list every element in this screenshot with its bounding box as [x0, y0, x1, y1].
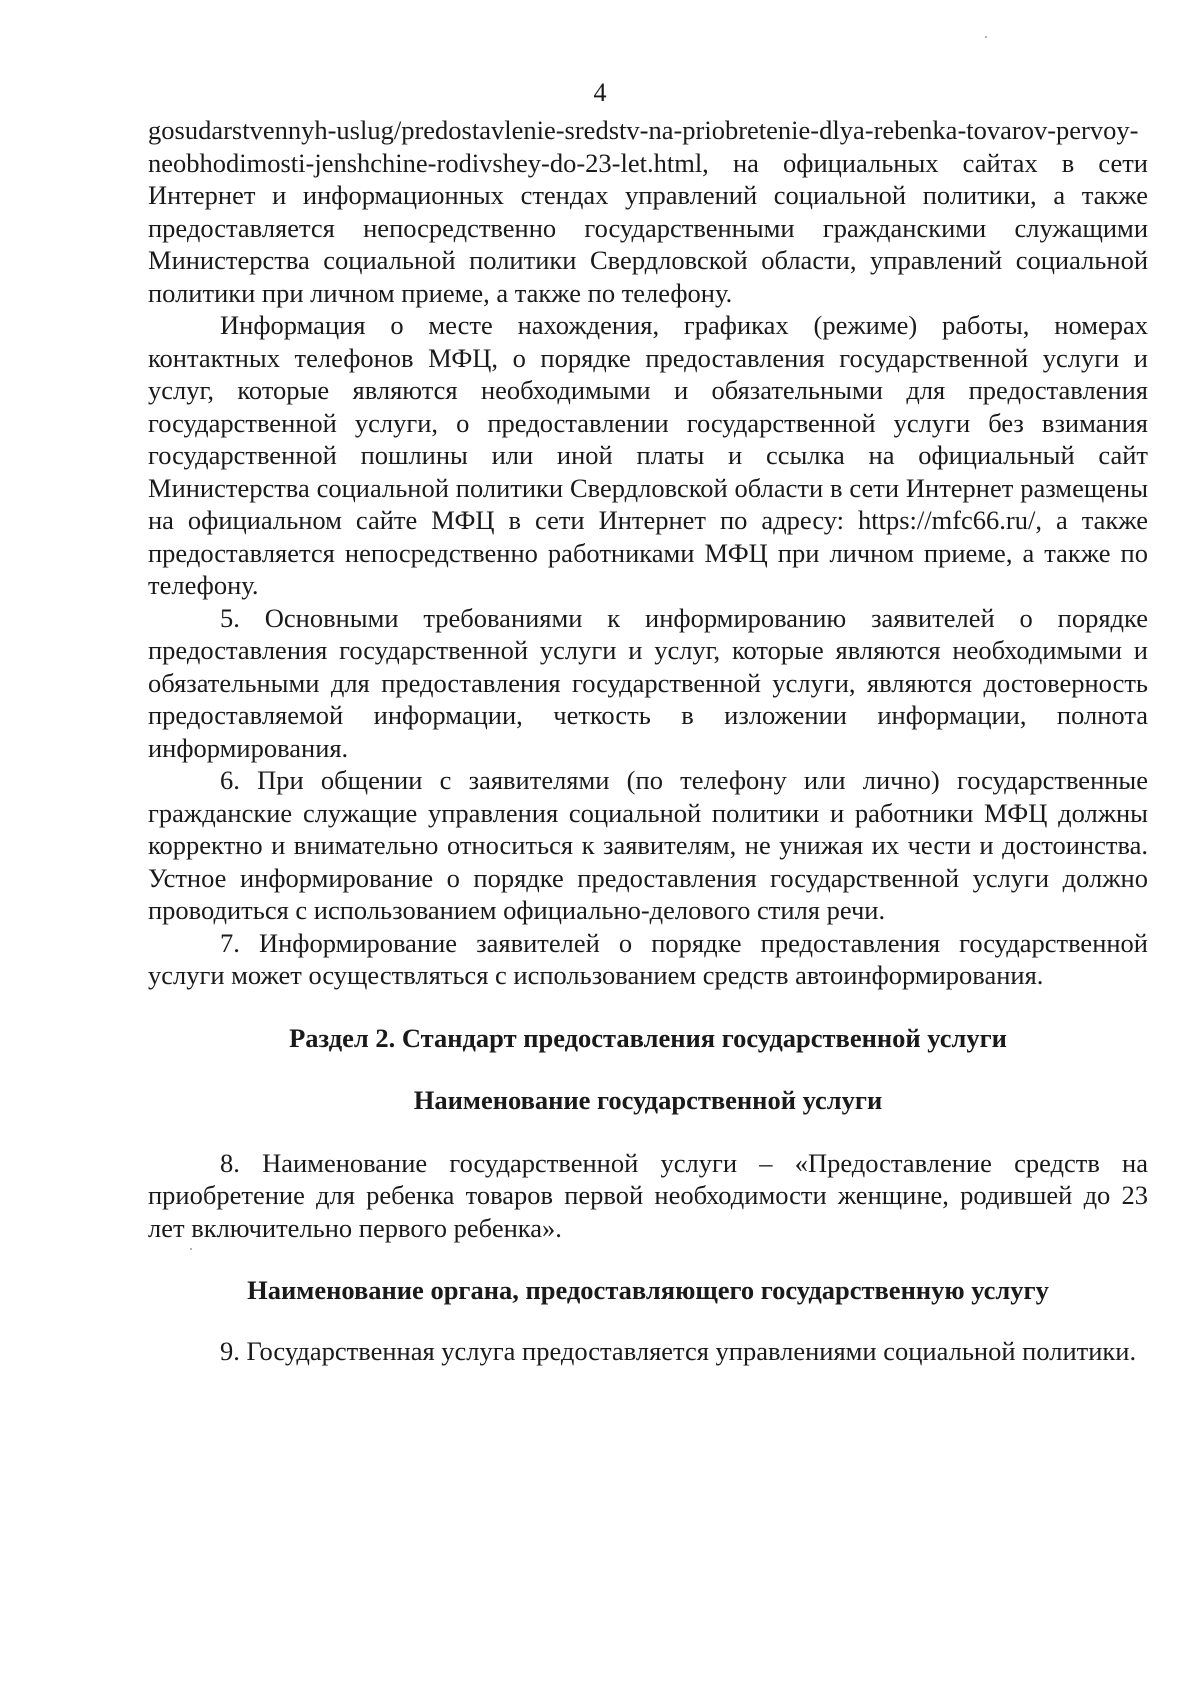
paragraph-6: 6. При общении с заявителями (по телефону или лично) государственные гражданские служащие управления социальной политики и работники МФЦ должны корректно и внимательно относиться к заявителям, не унижая их чести и достоинства. Устное информирование о порядке предоставления государственной услуги должно проводиться с использованием официально-делового стиля речи. — [148, 765, 1148, 925]
subsection-title-service-name: Наименование государственной услуги — [413, 1085, 883, 1115]
paragraph-5: 5. Основными требованиями к информированию заявителей о порядке предоставления государственной услуги и услуг, которые являются необходимыми и обязательными для предоставления государственной услуги, являются достоверность предоставляемой информации, четкость в изложении информации, полнота информирования. — [148, 602, 1148, 763]
paragraph-8: 8. Наименование государственной услуги – «Предоставление средств на приобретение для ребенка товаров первой необходимости женщине, родившей до 23 лет включительно первого ребенка». — [148, 1147, 1148, 1243]
service-url-fragment: gosudarstvennyh-uslug/predostavlenie-sredstv-na-priobretenie-dlya-rebenka-tovarov-pervoy-neobhodimosti-jenshchine-rodivshey-do-23-let.html, — [148, 115, 1139, 178]
subsection-title-authority-name: Наименование органа, предоставляющего государственную услугу — [247, 1275, 1049, 1305]
section-title: Раздел 2. Стандарт предоставления государственной услуги — [289, 1022, 1007, 1053]
paragraph-9: 9. Государственная услуга предоставляется управлениями социальной политики. — [220, 1335, 1137, 1366]
spacer — [148, 1244, 1148, 1274]
spacer — [148, 992, 1148, 1022]
scan-speck — [190, 1248, 192, 1250]
intro-paragraph — [148, 114, 1148, 309]
spacer — [148, 1054, 1148, 1084]
spacer — [148, 1117, 1148, 1147]
scan-speck — [985, 36, 987, 38]
intro-paragraph-text: на официальных сайтах в сети Интернет и информационных стендах управлений социальной политики, а также предоставляется непосредственно государственными гражданскими служащими Министерства социальной политики Свердловской области, управлений социальной политики при личном приеме, а также по телефону. — [148, 147, 1148, 308]
spacer — [148, 1307, 1148, 1335]
document-body — [148, 114, 1148, 1367]
page-number: 4 — [593, 78, 607, 107]
paragraph-7: 7. Информирование заявителей о порядке предоставления государственной услуги может осуществляться с использованием средств автоинформирования. — [148, 927, 1148, 990]
paragraph-mfc-info: Информация о месте нахождения, графиках (режиме) работы, номерах контактных телефонов МФЦ, о порядке предоставления государственной услуги и услуг, которые являются необходимыми и обязательными для предоставления государственной услуги, о предоставлении государственной услуги без взимания государственной пошлины или иной платы и ссылка на официальный сайт Министерства социальной политики Свердловской области в сети Интернет размещены на официальном сайте МФЦ в сети Интернет по адресу: https://mfc66.ru/, а также предоставляется непосредственно работниками МФЦ при личном приеме, а также по телефону. — [148, 310, 1148, 600]
